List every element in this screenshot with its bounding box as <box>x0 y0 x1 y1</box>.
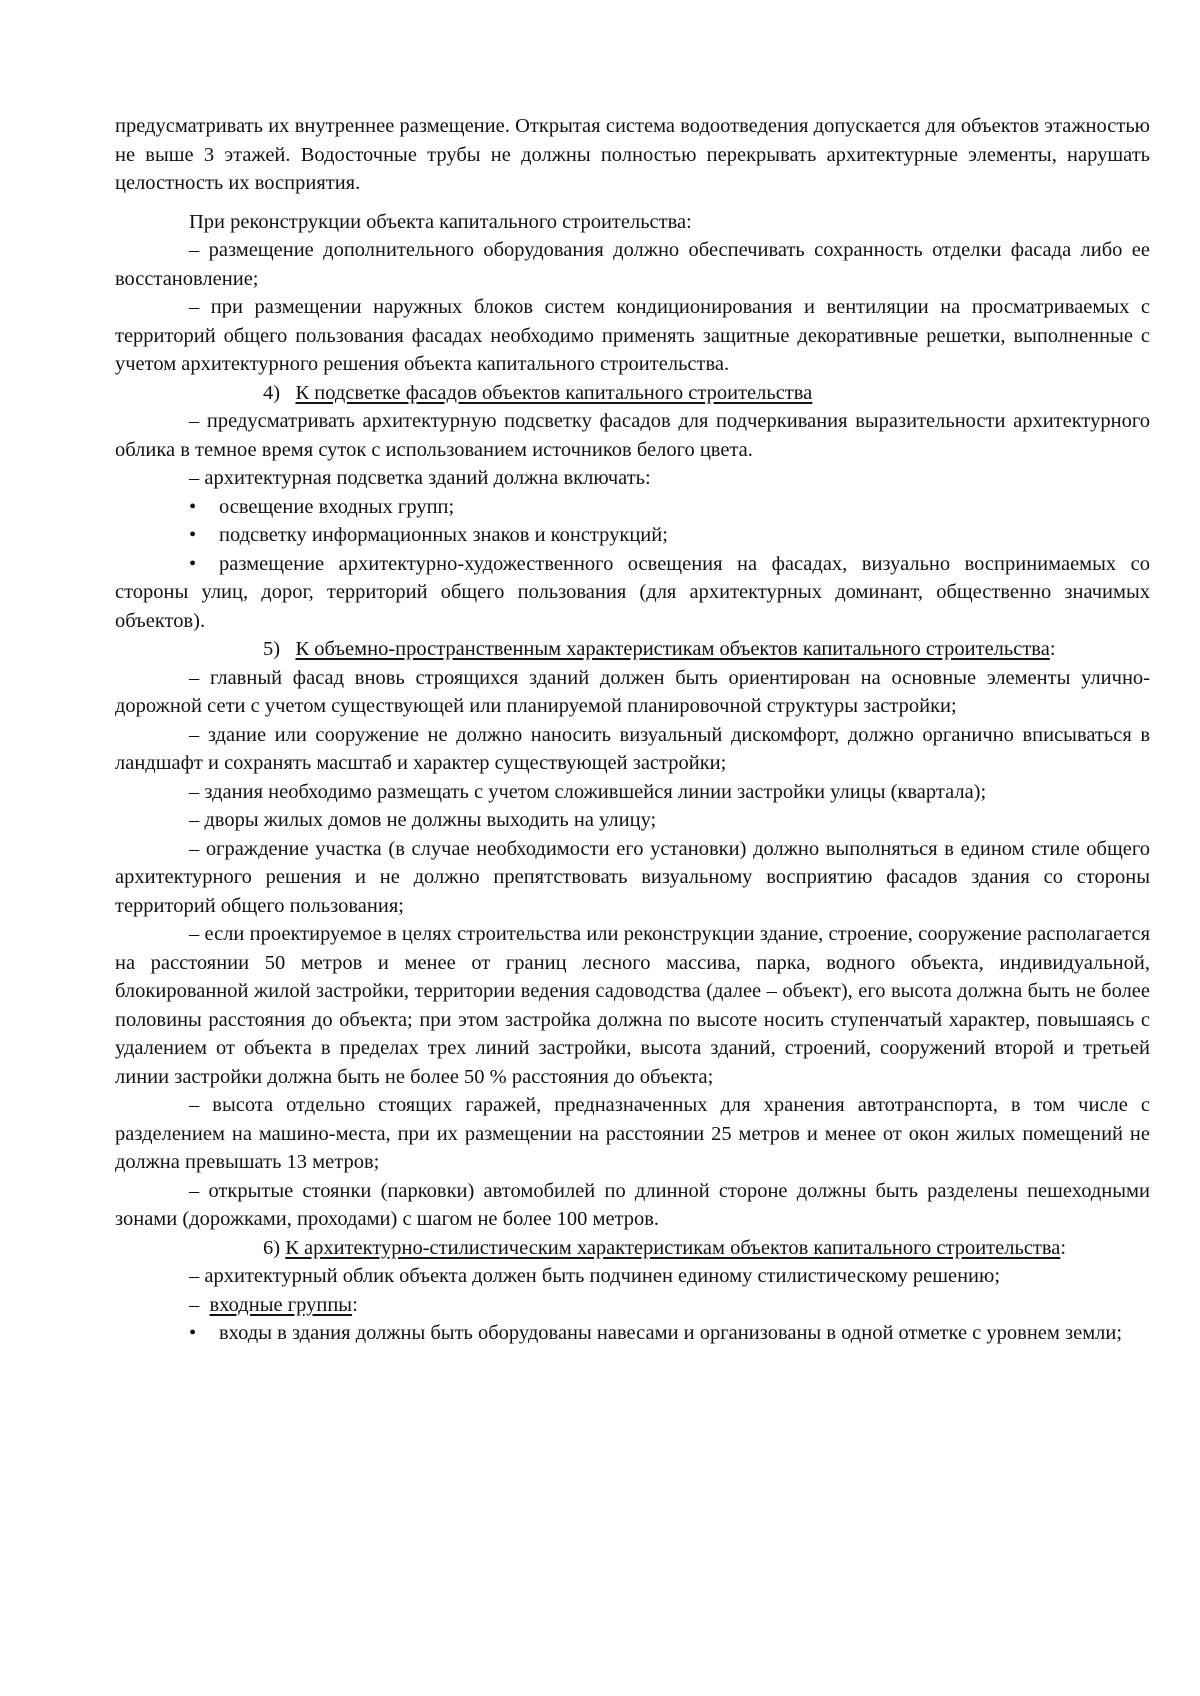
section-title: К объемно-пространственным характеристикам объектов капитального строительства <box>295 638 1050 660</box>
section-heading-5 <box>115 635 1150 664</box>
section-title-colon: : <box>1060 1236 1067 1259</box>
paragraph-drainage-end: предусматривать их внутреннее размещение. Открытая система водоотведения допускается для объектов этажностью не выше 3 этажей. Водосточные трубы не должны полностью перекрывать архитектурные элементы, нарушать целостность их восприятия. <box>115 115 1150 194</box>
paragraph-courtyards: – дворы жилых домов не должны выходить на улицу; <box>189 809 657 831</box>
section-heading-4 <box>115 379 1150 408</box>
section-number: 6) <box>263 1236 281 1259</box>
dash: – <box>189 1293 200 1316</box>
paragraph-equipment-placement: – размещение дополнительного оборудования должно обеспечивать сохранность отделки фасада либо ее восстановление; <box>115 239 1150 290</box>
subsection-title-colon: : <box>352 1293 358 1316</box>
section-number: 4) <box>263 381 281 404</box>
paragraph-visual-comfort: – здание или сооружение не должно наносить визуальный дискомфорт, должно органично вписываться в ландшафт и сохранять масштаб и характер существующей застройки; <box>115 723 1150 774</box>
bullet-entrance-lighting: • освещение входных групп; <box>115 493 1150 522</box>
section-title: К архитектурно-стилистическим характеристикам объектов капитального строительства <box>285 1236 1061 1259</box>
section-title: К подсветке фасадов объектов капитального строительства <box>295 381 813 404</box>
section-heading-6 <box>115 1234 1150 1263</box>
paragraph-style-unity: – архитектурный облик объекта должен быть подчинен единому стилистическому решению; <box>189 1265 1001 1287</box>
paragraph-facade-lighting: – предусматривать архитектурную подсветку фасадов для подчеркивания выразительности архитектурного облика в темное время суток с использованием источников белого цвета. <box>115 410 1150 461</box>
paragraph-ac-units: – при размещении наружных блоков систем кондиционирования и вентиляции на просматриваемых с территорий общего пользования фасадах необходимо применять защитные декоративные решетки, выполненные с учетом архитектурного решения объекта капитального строительства. <box>115 296 1150 375</box>
paragraph-building-line: – здания необходимо размещать с учетом сложившейся линии застройки улицы (квартала); <box>189 780 987 803</box>
bullet-sign-lighting: • подсветку информационных знаков и конструкций; <box>115 521 1150 550</box>
paragraph-lighting-includes: – архитектурная подсветка зданий должна включать: <box>189 467 651 489</box>
paragraph-fencing: – ограждение участка (в случае необходимости его установки) должно выполняться в едином стиле общего архитектурного решения и не должно препятствовать визуальному восприятию фасадов здания со стороны территорий общего пользования; <box>115 837 1150 917</box>
paragraph-main-facade: – главный фасад вновь строящихся зданий должен быть ориентирован на основные элементы улично-дорожной сети с учетом существующей или планируемой планировочной структуры застройки; <box>115 666 1150 717</box>
bullet-artistic-lighting: • размещение архитектурно-художественного освещения на фасадах, визуально воспринимаемых со стороны улиц, дорог, территорий общего пользования (для архитектурных доминант, общественно значимых объектов). <box>115 550 1150 636</box>
section-title-colon: : <box>1049 638 1056 660</box>
bullet-entrances: • входы в здания должны быть оборудованы навесами и организованы в одной отметке с уровнем земли; <box>115 1319 1150 1348</box>
paragraph-entrance-groups <box>115 1291 1150 1320</box>
section-number: 5) <box>263 638 281 660</box>
paragraph-parking: – открытые стоянки (парковки) автомобилей по длинной стороне должны быть разделены пешеходными зонами (дорожками, проходами) с шагом не более 100 метров. <box>115 1179 1150 1230</box>
paragraph-height-limits: – если проектируемое в целях строительства или реконструкции здание, строение, сооружение располагается на расстоянии 50 метров и менее от границ лесного массива, парка, водного объекта, индивидуальной, блокированной жилой застройки, территории ведения садоводства (далее – объект), его высота должна быть не более половины расстояния до объекта; при этом застройка должна по высоте носить ступенчатый характер, повышаясь с удалением от объекта в пределах трех линий застройки, высота зданий, строений, сооружений второй и третьей линии застройки должна быть не более 50 % расстояния до объекта; <box>115 923 1150 1088</box>
subsection-title: входные группы <box>209 1293 353 1316</box>
paragraph-reconstruction-intro: При реконструкции объекта капитального строительства: <box>189 210 692 233</box>
paragraph-garages: – высота отдельно стоящих гаражей, предназначенных для хранения автотранспорта, в том числе с разделением на машино-места, при их размещении на расстоянии 25 метров и менее от окон жилых помещений не должна превышать 13 метров; <box>115 1094 1150 1173</box>
